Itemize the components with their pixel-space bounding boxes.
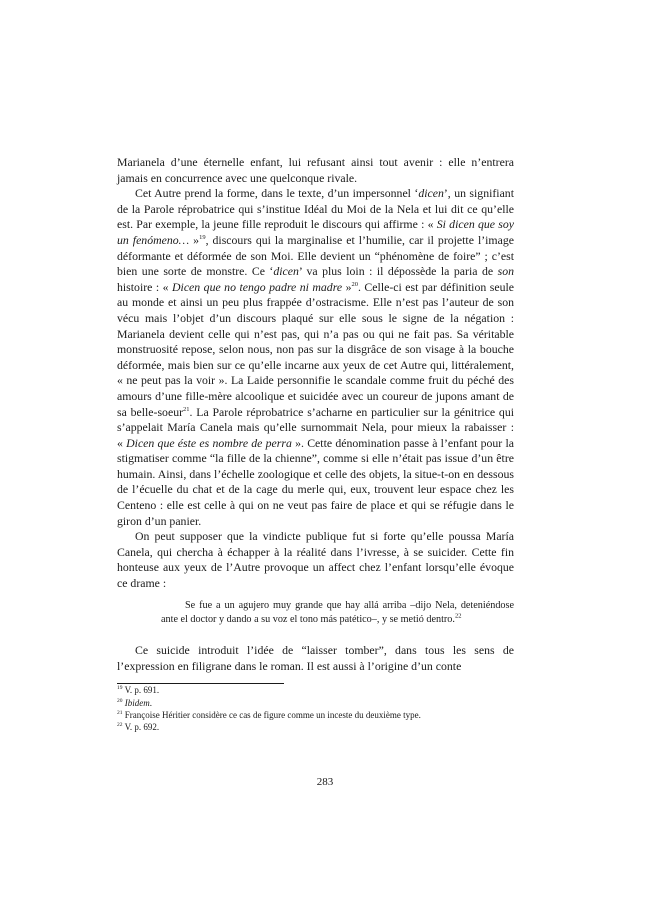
footnote-22: $^{22}$ V. p. 692. <box>117 722 160 733</box>
paragraph-1: Marianela d’une éternelle enfant, lui refusant ainsi tout avenir : elle n’entrera jamais en concurrence avec une quelconque rivale. <box>117 155 514 185</box>
footnote-20: $^{20}$ Ibidem. <box>117 697 152 708</box>
block-quote: Se fue a un agujero muy grande que hay allá arriba –dijo Nela, deteniéndose ante el doctor y dando a su voz el tono más patético–, y se metió dentro.$^{22}$ <box>161 599 514 625</box>
page-body <box>117 155 514 734</box>
footnote-ref-20[interactable]: 20 <box>351 280 358 288</box>
paragraph-4: Ce suicide introduit l’idée de “laisser tomber”, dans tous les sens de l’expression en filigrane dans le roman. Il est aussi à l’origine d’un conte <box>117 643 514 673</box>
paragraph-3: On peut supposer que la vindicte publique fut si forte qu’elle poussa María Canela, qui chercha à échapper à la réalité dans l’ivresse, à se suicider. Cette fin honteuse aux yeux de l’Autre provoque un affect chez l’enfant lorsqu’elle évoque ce drame : <box>117 529 514 591</box>
footnote-21: $^{21}$ Françoise Héritier considère ce cas de figure comme un inceste du deuxième type. <box>117 710 421 721</box>
paragraph-2: Cet Autre prend la forme, dans le texte, d’un impersonnel ‘dicen’, un signifiant de la Parole réprobatrice qui s’institue Idéal du Moi de la Nela et lui dit ce qu’elle est. Par exemple, la jeune fille reproduit le discours qui affirme : « Si dicen que soy un fenómeno… »$^{19}$, discours qui la marginalise et l’humilie, car il projette l’image déformante et déformée de son Moi. Elle devient un “phénomène de foire” ; c’est bien une sorte de monstre. Ce ‘dicen’ va plus loin : il dépossède la paria de son histoire : « Dicen que no tengo padre ni madre »$^{20}$. Celle-ci est par définition seule au monde et ainsi un peu plus frappée d’ostracisme. Elle n’est pas l’auteur de son vécu mais l’objet d’un discours plaqué sur elle sous le signe de la négation : Marianela devient celle qui n’est pas, qui n’a pas ou qui ne fait pas. Sa véritable monstruosité repose, selon nous, non pas sur la disgrâce de son visage à la bouche déformée, mais bien sur ce qu’elle incarne aux yeux de cet Autre qui, littéralement, « ne peut pas la voir ». La Laide personnifie le scandale comme fruit du péché des amours d’une fille-mère alcoolique et suicidée avec un coureur de jupons amant de sa belle-soeur$^{21}$. La Parole réprobatrice s’acharne en particulier sur la génitrice qui s’appelait María Canela mais qu’elle surnommait Nela, pour mieux la rabaisser : « Dicen que éste es nombre de perra ». Cette dénomination passe à l’enfant pour la stigmatiser comme “la fille de la chienne”, comme si elle n’était pas issue d’un être humain. Ainsi, dans l’échelle zoologique et celle des objets, la situe-t-on en dessous de l’écuelle du chat et de la cage du merle qui, eux, trouvent leur espace chez les Centeno : elle est celle à qui on ne veut pas faire de place et qui se réfugie dans le giron d’un panier. <box>117 186 514 528</box>
footnote-19: $^{19}$ V. p. 691. <box>117 685 160 696</box>
footnote-ref-22[interactable]: 22 <box>454 612 462 620</box>
page-number: 283 <box>316 776 334 788</box>
footnote-ref-19[interactable]: 19 <box>199 234 206 242</box>
footnote-ref-21[interactable]: 21 <box>183 405 190 413</box>
